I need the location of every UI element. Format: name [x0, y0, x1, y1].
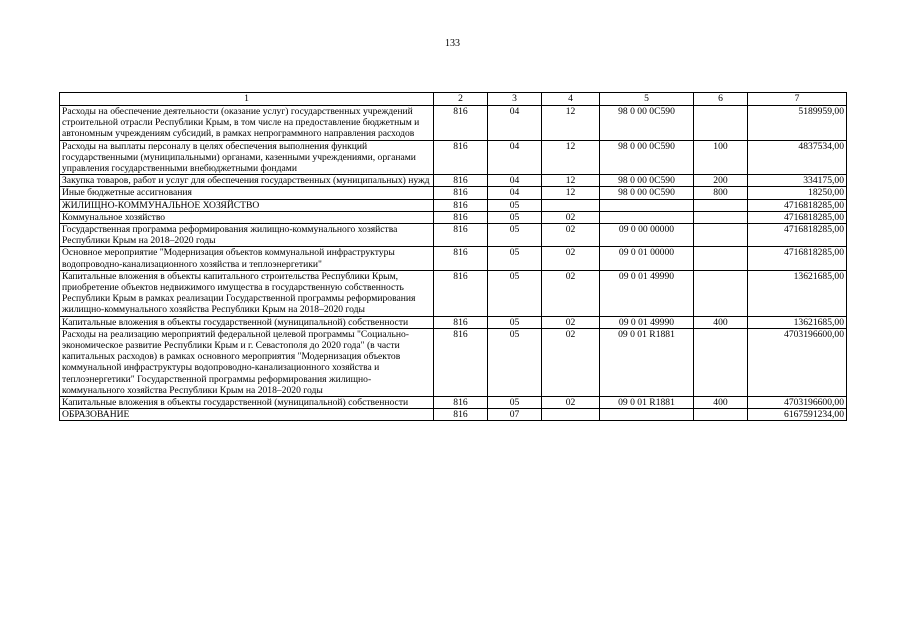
- code-cell: 12: [542, 140, 600, 175]
- column-header: 1: [60, 93, 434, 106]
- amount-cell: 4716818285,00: [748, 224, 847, 247]
- code-cell: 07: [488, 409, 542, 421]
- row-name-cell: Расходы на выплаты персоналу в целях обеспечения выполнения функций государственными (муниципальными) органами, казенными учреждениями, органами управления государственными внебюджетными фондами: [60, 140, 434, 175]
- code-cell: 98 0 00 0С590: [600, 187, 694, 199]
- row-name-cell: Капитальные вложения в объекты государственной (муниципальной) собственности: [60, 397, 434, 409]
- code-cell: [542, 409, 600, 421]
- column-header: 7: [748, 93, 847, 106]
- amount-cell: 4716818285,00: [748, 211, 847, 223]
- code-cell: 98 0 00 0С590: [600, 175, 694, 187]
- code-cell: 816: [434, 409, 488, 421]
- code-cell: 12: [542, 175, 600, 187]
- table-row: [60, 247, 847, 270]
- code-cell: 05: [488, 316, 542, 328]
- code-cell: 09 0 01 49990: [600, 270, 694, 316]
- amount-cell: 13621685,00: [748, 316, 847, 328]
- code-cell: 816: [434, 199, 488, 211]
- column-header: 3: [488, 93, 542, 106]
- code-cell: [600, 211, 694, 223]
- row-name-cell: Основное мероприятие "Модернизация объектов коммунальной инфраструктуры водопроводно-канализационного хозяйства и теплоэнергетики": [60, 247, 434, 270]
- table-row: [60, 224, 847, 247]
- code-cell: 98 0 00 0С590: [600, 140, 694, 175]
- code-cell: 02: [542, 211, 600, 223]
- row-name-cell: ОБРАЗОВАНИЕ: [60, 409, 434, 421]
- code-cell: 02: [542, 316, 600, 328]
- row-name-cell: Расходы на реализацию мероприятий федеральной целевой программы "Социально-экономическое развитие Республики Крым и г. Севастополя до 2020 года" (в части капитальных расходов) в рамках основного мероприятия "Модернизация объектов коммунальной инфраструктуры водопроводно-канализационного хозяйства и теплоэнергетики" Государственной программы реформирования жилищно-коммунального хозяйства Республики Крым на 2018–2020 годы: [60, 328, 434, 396]
- code-cell: [694, 270, 748, 316]
- code-cell: 100: [694, 140, 748, 175]
- amount-cell: 4716818285,00: [748, 199, 847, 211]
- code-cell: 05: [488, 397, 542, 409]
- code-cell: 200: [694, 175, 748, 187]
- row-name-cell: Иные бюджетные ассигнования: [60, 187, 434, 199]
- code-cell: 816: [434, 211, 488, 223]
- row-name-cell: ЖИЛИЩНО-КОММУНАЛЬНОЕ ХОЗЯЙСТВО: [60, 199, 434, 211]
- code-cell: 12: [542, 106, 600, 141]
- amount-cell: 4703196600,00: [748, 328, 847, 396]
- code-cell: 98 0 00 0С590: [600, 106, 694, 141]
- code-cell: 04: [488, 140, 542, 175]
- column-header: 5: [600, 93, 694, 106]
- code-cell: 816: [434, 187, 488, 199]
- code-cell: [694, 409, 748, 421]
- code-cell: 816: [434, 175, 488, 187]
- code-cell: 02: [542, 270, 600, 316]
- code-cell: [542, 199, 600, 211]
- amount-cell: 6167591234,00: [748, 409, 847, 421]
- code-cell: 816: [434, 106, 488, 141]
- table-row: [60, 140, 847, 175]
- code-cell: 09 0 00 00000: [600, 224, 694, 247]
- table-row: [60, 316, 847, 328]
- code-cell: [694, 211, 748, 223]
- column-header: 6: [694, 93, 748, 106]
- row-name-cell: Закупка товаров, работ и услуг для обеспечения государственных (муниципальных) нужд: [60, 175, 434, 187]
- code-cell: 05: [488, 199, 542, 211]
- code-cell: 09 0 01 00000: [600, 247, 694, 270]
- column-header: 2: [434, 93, 488, 106]
- code-cell: [694, 106, 748, 141]
- column-header: 4: [542, 93, 600, 106]
- code-cell: 09 0 01 R1881: [600, 397, 694, 409]
- code-cell: 04: [488, 106, 542, 141]
- table-row: [60, 187, 847, 199]
- table-row: [60, 409, 847, 421]
- code-cell: 05: [488, 270, 542, 316]
- code-cell: 05: [488, 328, 542, 396]
- code-cell: 816: [434, 270, 488, 316]
- code-cell: 816: [434, 247, 488, 270]
- table-row: [60, 328, 847, 396]
- table-row: [60, 270, 847, 316]
- code-cell: [694, 224, 748, 247]
- code-cell: 816: [434, 224, 488, 247]
- code-cell: 816: [434, 140, 488, 175]
- code-cell: 816: [434, 397, 488, 409]
- code-cell: 04: [488, 175, 542, 187]
- code-cell: 05: [488, 211, 542, 223]
- amount-cell: 18250,00: [748, 187, 847, 199]
- code-cell: [694, 328, 748, 396]
- table-row: [60, 106, 847, 141]
- amount-cell: 5189959,00: [748, 106, 847, 141]
- code-cell: 02: [542, 247, 600, 270]
- code-cell: 02: [542, 397, 600, 409]
- table-row: [60, 211, 847, 223]
- page-number: 133: [445, 38, 460, 49]
- row-name-cell: Государственная программа реформирования жилищно-коммунального хозяйства Республики Крым на 2018–2020 годы: [60, 224, 434, 247]
- row-name-cell: Капитальные вложения в объекты государственной (муниципальной) собственности: [60, 316, 434, 328]
- amount-cell: 334175,00: [748, 175, 847, 187]
- code-cell: 02: [542, 224, 600, 247]
- code-cell: 09 0 01 R1881: [600, 328, 694, 396]
- row-name-cell: Капитальные вложения в объекты капитального строительства Республики Крым, приобретение объектов недвижимого имущества в государственную собственность Республики Крым в рамках реализации Государственной программы реформирования жилищно-коммунального хозяйства Республики Крым на 2018–2020 годы: [60, 270, 434, 316]
- table-row: [60, 199, 847, 211]
- row-name-cell: Коммунальное хозяйство: [60, 211, 434, 223]
- code-cell: 12: [542, 187, 600, 199]
- code-cell: 05: [488, 247, 542, 270]
- code-cell: [694, 199, 748, 211]
- amount-cell: 4703196600,00: [748, 397, 847, 409]
- code-cell: 400: [694, 397, 748, 409]
- code-cell: 800: [694, 187, 748, 199]
- code-cell: 04: [488, 187, 542, 199]
- budget-table: [59, 92, 847, 421]
- code-cell: 05: [488, 224, 542, 247]
- amount-cell: 4716818285,00: [748, 247, 847, 270]
- table-row: [60, 175, 847, 187]
- code-cell: 816: [434, 316, 488, 328]
- row-name-cell: Расходы на обеспечение деятельности (оказание услуг) государственных учреждений строительной отрасли Республики Крым, в том числе на предоставление бюджетным и автономным учреждениям субсидий, в рамках непрограммного направления расходов: [60, 106, 434, 141]
- code-cell: 816: [434, 328, 488, 396]
- code-cell: [694, 247, 748, 270]
- code-cell: [600, 409, 694, 421]
- code-cell: 02: [542, 328, 600, 396]
- amount-cell: 13621685,00: [748, 270, 847, 316]
- code-cell: [600, 199, 694, 211]
- table-header-row: [60, 93, 847, 106]
- code-cell: 09 0 01 49990: [600, 316, 694, 328]
- table-row: [60, 397, 847, 409]
- code-cell: 400: [694, 316, 748, 328]
- amount-cell: 4837534,00: [748, 140, 847, 175]
